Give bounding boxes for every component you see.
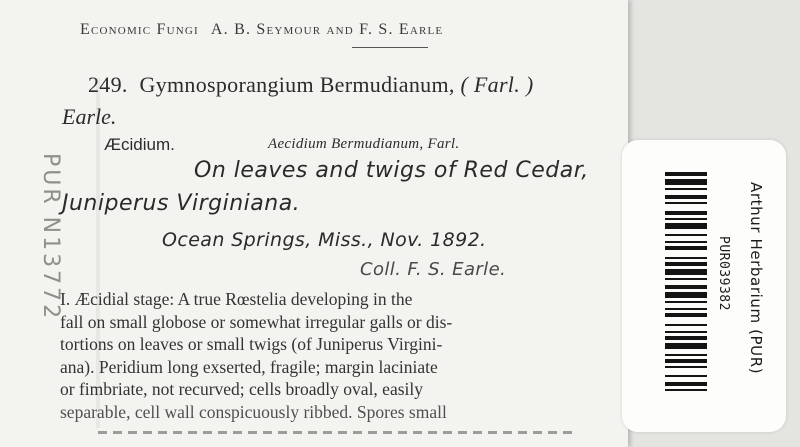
barcode [665,172,707,404]
barcode-bar [665,375,707,377]
barcode-bar [665,343,707,349]
barcode-number: PUR039382 [716,236,731,311]
barcode-bar [665,359,707,363]
stage-name: Aecidium Bermudianum, Farl. [268,136,460,152]
barcode-bar [665,172,707,176]
species-name: Gymnosporangium Bermudianum, [139,72,455,97]
barcode-bar [665,389,707,391]
authority-continuation: Earle. [62,104,117,129]
entry-number: 249. [88,72,128,97]
series-title: Economic Fungi [80,21,199,38]
collector: Coll. F. S. Earle. [360,259,507,280]
pencil-accession-number: PUR N13772 [38,153,63,322]
description-line: separable, cell wall conspicuously ribbed. Spores small [60,401,447,422]
barcode-bar [665,308,707,310]
barcode-bar [665,354,707,356]
label-header [80,21,550,41]
barcode-label [622,140,786,432]
barcode-bar [665,234,707,236]
series-authors: A. B. Seymour and F. S. Earle [210,21,444,38]
host-line-2: Juniperus Virginiana. [62,191,301,216]
barcode-bar [665,301,707,303]
header-underline [352,47,428,48]
barcode-bar [665,241,707,243]
barcode-bar [665,202,707,204]
barcode-bar [665,262,707,266]
description-line: fall on small globose or somewhat irregular galls or dis- [60,311,453,332]
description-line: I. Æcidial stage: A true Rœstelia developing in the [60,289,413,309]
locality-date: Ocean Springs, Miss., Nov. 1892. [162,229,487,251]
barcode-bar [665,278,707,280]
barcode-bar [665,331,707,333]
barcode-bar [665,382,707,386]
barcode-bar [665,285,707,289]
herbarium-name: Arthur Herbarium (PUR) [747,182,765,375]
description-paragraph [60,288,580,423]
barcode-bar [665,313,707,317]
stage-label: Æcidium. [104,135,175,154]
species-line [88,72,533,98]
description-line: ana). Peridium long exserted, fragile; margin laciniate [60,356,438,377]
barcode-bar [665,257,707,259]
description-line: tortions on leaves or small twigs (of Juniperus Virgini- [60,334,443,354]
barcode-bar [665,292,707,298]
host-line-1: On leaves and twigs of Red Cedar, [194,158,589,183]
barcode-bar [665,336,707,340]
barcode-bar [665,179,707,185]
description-line: or fimbriate, not recurved; cells broadly oval, easily [60,379,423,399]
barcode-bar [665,188,707,190]
barcode-bar [665,218,707,220]
barcode-bar [665,195,707,199]
barcode-bar [665,223,707,229]
barcode-bar [665,211,707,215]
cropped-text-hint [98,431,578,434]
barcode-bar [665,366,707,368]
barcode-bar [665,324,707,326]
barcode-bar [665,269,707,275]
authority: ( Farl. ) [460,72,534,97]
barcode-bar [665,246,707,250]
